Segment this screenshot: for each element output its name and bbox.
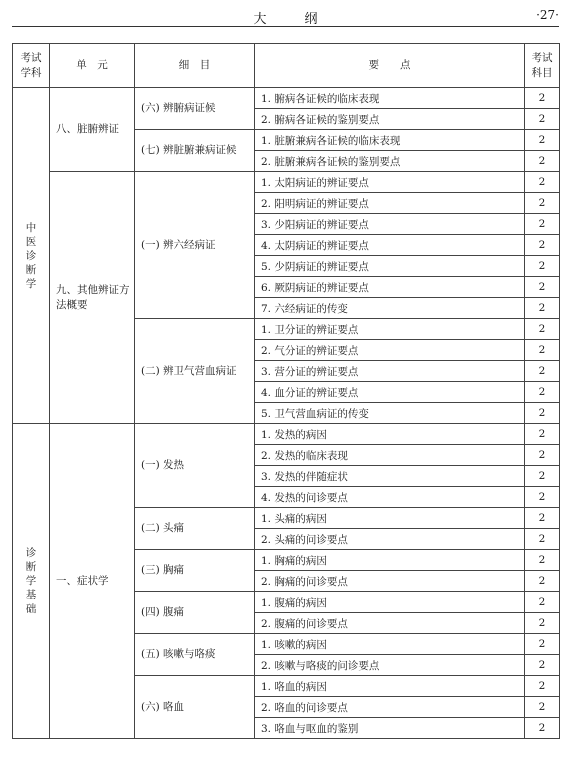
level-cell: 2 [525, 634, 560, 655]
point-cell: 2. 气分证的辨证要点 [255, 340, 525, 361]
point-cell: 1. 头痛的病因 [255, 508, 525, 529]
table-row [13, 424, 560, 445]
col-header-detail: 细 目 [135, 44, 255, 88]
detail-cell: (一) 辨六经病证 [135, 172, 255, 319]
point-cell: 2. 腑病各证候的鉴别要点 [255, 109, 525, 130]
detail-cell: (二) 辨卫气营血病证 [135, 319, 255, 424]
col-header-level: 考试科目 [525, 44, 560, 88]
page-header [12, 6, 559, 26]
page-title [12, 8, 559, 27]
point-cell: 4. 发热的问诊要点 [255, 487, 525, 508]
point-cell: 2. 脏腑兼病各证候的鉴别要点 [255, 151, 525, 172]
level-cell: 2 [525, 172, 560, 193]
level-cell: 2 [525, 403, 560, 424]
point-cell: 2. 阳明病证的辨证要点 [255, 193, 525, 214]
col-header-points: 要 点 [255, 44, 525, 88]
detail-cell: (二) 头痛 [135, 508, 255, 550]
level-cell: 2 [525, 592, 560, 613]
table-header-row [13, 44, 560, 88]
point-cell: 2. 咯血的问诊要点 [255, 697, 525, 718]
point-cell: 7. 六经病证的传变 [255, 298, 525, 319]
level-cell: 2 [525, 256, 560, 277]
point-cell: 2. 胸痛的问诊要点 [255, 571, 525, 592]
unit-cell: 九、其他辨证方法概要 [50, 172, 135, 424]
point-cell: 1. 卫分证的辨证要点 [255, 319, 525, 340]
level-cell: 2 [525, 424, 560, 445]
level-cell: 2 [525, 109, 560, 130]
table-row [13, 172, 560, 193]
level-cell: 2 [525, 508, 560, 529]
detail-cell: (六) 咯血 [135, 676, 255, 739]
point-cell: 1. 发热的病因 [255, 424, 525, 445]
point-cell: 1. 脏腑兼病各证候的临床表现 [255, 130, 525, 151]
level-cell: 2 [525, 277, 560, 298]
point-cell: 4. 血分证的辨证要点 [255, 382, 525, 403]
level-cell: 2 [525, 88, 560, 109]
level-cell: 2 [525, 466, 560, 487]
point-cell: 1. 胸痛的病因 [255, 550, 525, 571]
title-left: 大 [253, 12, 267, 27]
col-header-unit: 单 元 [50, 44, 135, 88]
unit-cell: 八、脏腑辨证 [50, 88, 135, 172]
point-cell: 3. 营分证的辨证要点 [255, 361, 525, 382]
unit-cell: 一、症状学 [50, 424, 135, 739]
page-number: ·27· [536, 8, 559, 22]
point-cell: 1. 咳嗽的病因 [255, 634, 525, 655]
level-cell: 2 [525, 382, 560, 403]
level-cell: 2 [525, 676, 560, 697]
detail-cell: (四) 腹痛 [135, 592, 255, 634]
level-cell: 2 [525, 214, 560, 235]
level-cell: 2 [525, 319, 560, 340]
point-cell: 1. 太阳病证的辨证要点 [255, 172, 525, 193]
detail-cell: (七) 辨脏腑兼病证候 [135, 130, 255, 172]
point-cell: 2. 咳嗽与咯痰的问诊要点 [255, 655, 525, 676]
detail-cell: (三) 胸痛 [135, 550, 255, 592]
point-cell: 5. 卫气营血病证的传变 [255, 403, 525, 424]
level-cell: 2 [525, 151, 560, 172]
point-cell: 3. 少阳病证的辨证要点 [255, 214, 525, 235]
point-cell: 1. 腹痛的病因 [255, 592, 525, 613]
level-cell: 2 [525, 298, 560, 319]
subject-cell: 中医诊断学 [13, 88, 50, 424]
point-cell: 2. 腹痛的问诊要点 [255, 613, 525, 634]
level-cell: 2 [525, 361, 560, 382]
col-header-subject: 考试学科 [13, 44, 50, 88]
point-cell: 5. 少阴病证的辨证要点 [255, 256, 525, 277]
level-cell: 2 [525, 571, 560, 592]
level-cell: 2 [525, 613, 560, 634]
level-cell: 2 [525, 235, 560, 256]
syllabus-table [12, 43, 560, 739]
detail-cell: (五) 咳嗽与咯痰 [135, 634, 255, 676]
detail-cell: (六) 辨腑病证候 [135, 88, 255, 130]
point-cell: 2. 头痛的问诊要点 [255, 529, 525, 550]
level-cell: 2 [525, 487, 560, 508]
point-cell: 1. 咯血的病因 [255, 676, 525, 697]
detail-cell: (一) 发热 [135, 424, 255, 508]
level-cell: 2 [525, 340, 560, 361]
title-right: 纲 [304, 12, 318, 27]
level-cell: 2 [525, 529, 560, 550]
point-cell: 1. 腑病各证候的临床表现 [255, 88, 525, 109]
level-cell: 2 [525, 193, 560, 214]
level-cell: 2 [525, 550, 560, 571]
point-cell: 2. 发热的临床表现 [255, 445, 525, 466]
level-cell: 2 [525, 718, 560, 739]
level-cell: 2 [525, 697, 560, 718]
level-cell: 2 [525, 445, 560, 466]
level-cell: 2 [525, 130, 560, 151]
subject-cell: 诊断学基础 [13, 424, 50, 739]
header-rule [12, 26, 559, 27]
point-cell: 3. 发热的伴随症状 [255, 466, 525, 487]
table-row [13, 88, 560, 109]
level-cell: 2 [525, 655, 560, 676]
point-cell: 6. 厥阴病证的辨证要点 [255, 277, 525, 298]
point-cell: 4. 太阴病证的辨证要点 [255, 235, 525, 256]
point-cell: 3. 咯血与呕血的鉴别 [255, 718, 525, 739]
